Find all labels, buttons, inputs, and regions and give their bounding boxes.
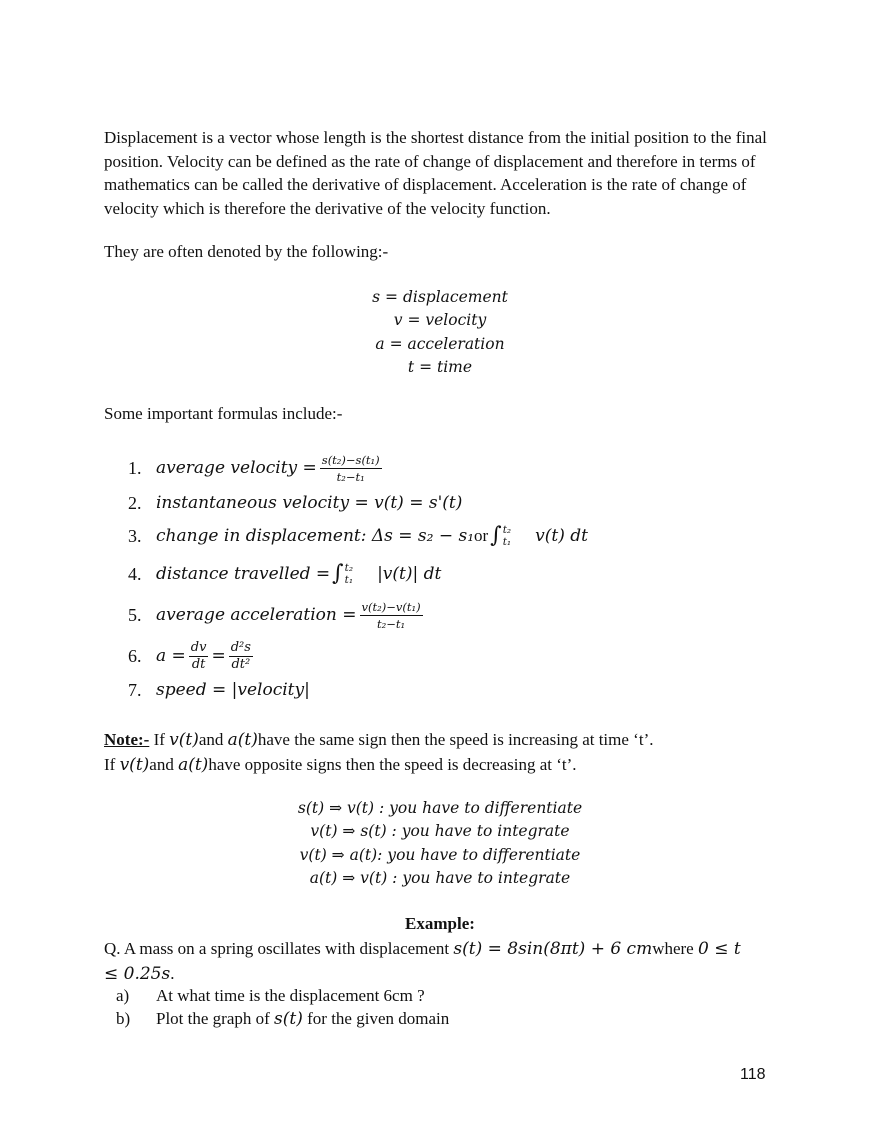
example-question (104, 937, 754, 986)
integrand: v(t) dt (535, 526, 588, 546)
or-word: or (474, 526, 489, 545)
fraction (229, 641, 253, 672)
math-inline: a(t) (227, 730, 258, 750)
formula-number: 3. (128, 525, 142, 546)
example-title: Example: (405, 914, 475, 933)
formula-text: change in displacement: Δs = s₂ − s₁ (156, 526, 475, 546)
upper-limit: t₂ (502, 524, 512, 536)
denoted-intro: They are often denoted by the following:- (104, 242, 389, 261)
page-number: 118 (740, 1066, 766, 1083)
sub-question-text: At what time is the displacement 6cm ? (156, 986, 425, 1005)
sub-question-label: b) (116, 1009, 131, 1028)
note-text: If (104, 754, 120, 774)
formula-number: 6. (128, 645, 142, 666)
formula-distance-travelled (156, 562, 441, 586)
formula-item (104, 518, 588, 554)
formula-list (104, 448, 588, 704)
integral-limits (345, 562, 353, 586)
fraction (189, 641, 209, 672)
math-inline: v(t) (119, 754, 150, 775)
fraction-numerator: d²s (230, 639, 251, 655)
integral (490, 524, 511, 548)
rule-item: a(t) ⇒ v(t) : you have to integrate (309, 868, 571, 887)
sub-question-label: a) (116, 986, 130, 1005)
formula-number: 2. (128, 492, 142, 513)
formula-text: distance travelled = (156, 564, 331, 584)
fraction-denominator: t₂−t₁ (376, 616, 406, 631)
note-text: and (149, 754, 179, 774)
formula-item (104, 594, 588, 636)
formula-item (104, 448, 588, 488)
note-text: If (149, 730, 170, 749)
note-text: and (198, 730, 228, 749)
fraction-denominator: dt² (231, 656, 251, 672)
rules-list (0, 797, 880, 890)
math-inline: a(t) (178, 754, 209, 775)
sub-question (116, 1007, 449, 1031)
note-text: have the same sign then the speed is increasing at time ‘t’. (257, 730, 654, 749)
formula-average-velocity (156, 453, 385, 484)
upper-limit: t₂ (344, 562, 354, 574)
notation-item: v = velocity (393, 311, 487, 330)
note-label: Note:- (104, 730, 150, 749)
rule-item: s(t) ⇒ v(t) : you have to differentiate (297, 799, 583, 817)
formulas-intro: Some important formulas include:- (104, 404, 343, 423)
sub-question (116, 984, 425, 1007)
fraction-numerator: v(t₂)−v(t₁) (361, 599, 421, 614)
formula-acceleration-derivative (156, 641, 256, 672)
formula-number: 7. (128, 679, 142, 700)
formula-speed: speed = |velocity| (156, 680, 310, 700)
formula-item (104, 676, 588, 704)
formula-text: average velocity = (156, 458, 317, 478)
formula-item (104, 488, 588, 518)
math-inline: s(t) (274, 1009, 303, 1029)
formula-number: 5. (128, 604, 142, 625)
formula-average-acceleration (156, 600, 426, 631)
fraction (360, 600, 423, 631)
notation-list (0, 286, 880, 379)
note-line (104, 753, 653, 778)
formula-instantaneous-velocity: instantaneous velocity = v(t) = s'(t) (156, 493, 463, 513)
note-text: have opposite signs then the speed is decreasing at ‘t’. (208, 754, 577, 774)
formula-item (104, 636, 588, 676)
rule-item: v(t) ⇒ s(t) : you have to integrate (310, 822, 570, 841)
question-text: where (652, 939, 698, 958)
formula-item (104, 554, 588, 594)
sub-question-text: Plot the graph of (156, 1009, 275, 1028)
math-inline: s(t) = 8sin(8πt) + 6 cm (453, 939, 653, 959)
rule-item: v(t) ⇒ a(t): you have to differentiate (299, 845, 581, 864)
question-text: Q. A mass on a spring oscillates with displacement (104, 939, 454, 958)
notation-item: a = acceleration (375, 334, 505, 353)
fraction (320, 453, 382, 484)
lower-limit: t₁ (502, 536, 512, 548)
formula-number: 1. (128, 457, 142, 478)
integral-sign-icon: ∫ (490, 523, 502, 548)
integral-limits (503, 524, 511, 548)
integral (332, 562, 353, 586)
notation-item: t = time (407, 357, 473, 376)
sub-question-text: for the given domain (302, 1009, 450, 1028)
formula-change-in-displacement (156, 524, 588, 548)
note-line (104, 728, 653, 753)
integrand: |v(t)| dt (377, 564, 442, 584)
fraction-denominator: t₂−t₁ (336, 469, 365, 484)
notation-item: s = displacement (372, 288, 508, 306)
intro-paragraph: Displacement is a vector whose length is the shortest distance from the initial position to the final position. Velocity can be defined as the rate of change of displacement and therefore in terms of mathematics can be called the derivative of displacement. Acceleration is the rate of change of velocity which is therefore the derivative of the velocity function. (104, 128, 767, 218)
note-block (104, 728, 653, 777)
math-inline: 0 ≤ t ≤ 0.25s (104, 939, 741, 984)
equals-sign: = (211, 646, 226, 666)
question-text: . (170, 963, 175, 983)
formula-text: average acceleration = (156, 605, 357, 625)
fraction-denominator: dt (191, 656, 206, 672)
fraction-numerator: s(t₂)−s(t₁) (321, 452, 380, 467)
formula-number: 4. (128, 563, 142, 584)
integral-sign-icon: ∫ (332, 561, 344, 586)
lower-limit: t₁ (344, 574, 354, 586)
math-inline: v(t) (169, 730, 199, 750)
fraction-numerator: dv (190, 639, 207, 655)
formula-text: a = (156, 646, 186, 666)
